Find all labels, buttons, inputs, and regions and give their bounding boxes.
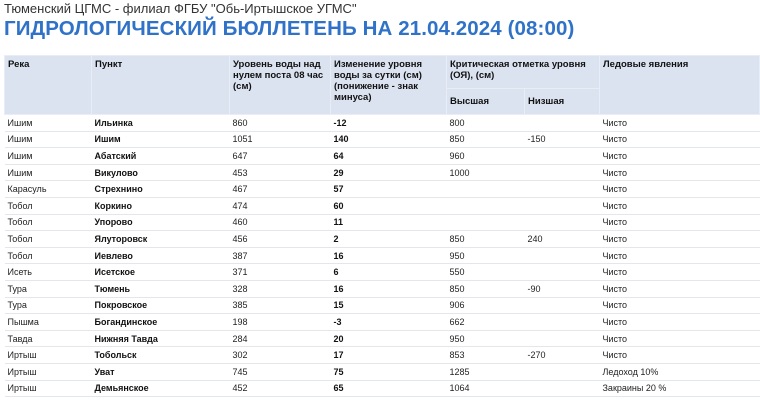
critical-high-cell: 850 <box>447 280 525 297</box>
station-cell: Нижняя Тавда <box>92 330 230 347</box>
table-row <box>5 363 760 380</box>
column-header-level: Уровень воды над нулем поста 08 час (см) <box>230 56 331 115</box>
level-cell: 328 <box>230 280 331 297</box>
ice-cell: Чисто <box>600 280 760 297</box>
level-cell: 456 <box>230 231 331 248</box>
organization-name: Тюменский ЦГМС - филиал ФГБУ "Обь-Иртышское УГМС" <box>4 1 357 16</box>
ice-cell: Чисто <box>600 330 760 347</box>
station-cell: Абатский <box>92 148 230 165</box>
change-cell: 20 <box>331 330 447 347</box>
change-cell: 6 <box>331 264 447 281</box>
critical-low-cell <box>525 264 600 281</box>
critical-high-cell: 1064 <box>447 380 525 397</box>
ice-cell: Чисто <box>600 148 760 165</box>
change-cell: 64 <box>331 148 447 165</box>
table-row <box>5 347 760 364</box>
critical-low-cell: -90 <box>525 280 600 297</box>
change-cell: 60 <box>331 197 447 214</box>
change-cell: 15 <box>331 297 447 314</box>
critical-low-cell: 240 <box>525 231 600 248</box>
critical-low-cell <box>525 314 600 331</box>
critical-low-cell: -150 <box>525 131 600 148</box>
critical-high-cell <box>447 181 525 198</box>
change-cell: 65 <box>331 380 447 397</box>
critical-high-cell: 950 <box>447 330 525 347</box>
table-row <box>5 264 760 281</box>
table-row <box>5 297 760 314</box>
level-cell: 452 <box>230 380 331 397</box>
ice-cell: Чисто <box>600 231 760 248</box>
column-header-low: Низшая <box>525 89 600 115</box>
critical-low-cell <box>525 247 600 264</box>
table-row <box>5 197 760 214</box>
station-cell: Демьянское <box>92 380 230 397</box>
level-cell: 474 <box>230 197 331 214</box>
level-cell: 860 <box>230 115 331 132</box>
river-cell: Тобол <box>5 214 92 231</box>
column-header-river: Река <box>5 56 92 115</box>
ice-cell: Чисто <box>600 297 760 314</box>
critical-low-cell <box>525 115 600 132</box>
river-cell: Ишим <box>5 115 92 132</box>
station-cell: Богандинское <box>92 314 230 331</box>
level-cell: 460 <box>230 214 331 231</box>
station-cell: Упорово <box>92 214 230 231</box>
level-cell: 745 <box>230 363 331 380</box>
river-cell: Тура <box>5 280 92 297</box>
ice-cell: Чисто <box>600 264 760 281</box>
river-cell: Ишим <box>5 164 92 181</box>
critical-high-cell: 853 <box>447 347 525 364</box>
table-row <box>5 115 760 132</box>
level-cell: 387 <box>230 247 331 264</box>
change-cell: 29 <box>331 164 447 181</box>
ice-cell: Ледоход 10% <box>600 363 760 380</box>
station-cell: Стрехнино <box>92 181 230 198</box>
river-cell: Иртыш <box>5 347 92 364</box>
column-header-critical: Критическая отметка уровня (ОЯ), (см) <box>447 56 600 89</box>
critical-high-cell: 950 <box>447 247 525 264</box>
critical-high-cell: 850 <box>447 231 525 248</box>
river-cell: Тавда <box>5 330 92 347</box>
station-cell: Коркино <box>92 197 230 214</box>
page-title: ГИДРОЛОГИЧЕСКИЙ БЮЛЛЕТЕНЬ НА 21.04.2024 (08:00) <box>4 17 575 40</box>
river-cell: Иртыш <box>5 380 92 397</box>
column-header-station: Пункт <box>92 56 230 115</box>
station-cell: Ялуторовск <box>92 231 230 248</box>
critical-low-cell: -270 <box>525 347 600 364</box>
station-cell: Покровское <box>92 297 230 314</box>
level-cell: 371 <box>230 264 331 281</box>
table-row <box>5 214 760 231</box>
critical-low-cell <box>525 181 600 198</box>
change-cell: 16 <box>331 247 447 264</box>
level-cell: 302 <box>230 347 331 364</box>
station-cell: Тобольск <box>92 347 230 364</box>
change-cell: 17 <box>331 347 447 364</box>
table-body <box>5 115 760 397</box>
ice-cell: Закраины 20 % <box>600 380 760 397</box>
level-cell: 284 <box>230 330 331 347</box>
change-cell: 11 <box>331 214 447 231</box>
critical-low-cell <box>525 148 600 165</box>
change-cell: 57 <box>331 181 447 198</box>
critical-high-cell <box>447 197 525 214</box>
river-cell: Иртыш <box>5 363 92 380</box>
station-cell: Исетское <box>92 264 230 281</box>
level-cell: 1051 <box>230 131 331 148</box>
level-cell: 467 <box>230 181 331 198</box>
hydrology-table <box>4 55 760 397</box>
table-row <box>5 380 760 397</box>
table-row <box>5 330 760 347</box>
critical-low-cell <box>525 297 600 314</box>
change-cell: 16 <box>331 280 447 297</box>
table-row <box>5 314 760 331</box>
ice-cell: Чисто <box>600 347 760 364</box>
ice-cell: Чисто <box>600 314 760 331</box>
ice-cell: Чисто <box>600 247 760 264</box>
change-cell: 2 <box>331 231 447 248</box>
table-row <box>5 280 760 297</box>
ice-cell: Чисто <box>600 164 760 181</box>
change-cell: -3 <box>331 314 447 331</box>
river-cell: Тура <box>5 297 92 314</box>
critical-low-cell <box>525 197 600 214</box>
station-cell: Ишим <box>92 131 230 148</box>
table-row <box>5 247 760 264</box>
table-row <box>5 131 760 148</box>
station-cell: Иевлево <box>92 247 230 264</box>
table-row <box>5 231 760 248</box>
river-cell: Тобол <box>5 231 92 248</box>
river-cell: Ишим <box>5 131 92 148</box>
critical-low-cell <box>525 214 600 231</box>
table-row <box>5 164 760 181</box>
river-cell: Тобол <box>5 197 92 214</box>
ice-cell: Чисто <box>600 197 760 214</box>
critical-high-cell: 960 <box>447 148 525 165</box>
critical-high-cell: 550 <box>447 264 525 281</box>
column-header-high: Высшая <box>447 89 525 115</box>
column-header-ice: Ледовые явления <box>600 56 760 115</box>
station-cell: Тюмень <box>92 280 230 297</box>
critical-low-cell <box>525 363 600 380</box>
critical-high-cell: 850 <box>447 131 525 148</box>
change-cell: 75 <box>331 363 447 380</box>
critical-low-cell <box>525 164 600 181</box>
critical-high-cell: 800 <box>447 115 525 132</box>
critical-high-cell: 906 <box>447 297 525 314</box>
river-cell: Пышма <box>5 314 92 331</box>
level-cell: 198 <box>230 314 331 331</box>
critical-high-cell: 1285 <box>447 363 525 380</box>
level-cell: 647 <box>230 148 331 165</box>
ice-cell: Чисто <box>600 131 760 148</box>
river-cell: Тобол <box>5 247 92 264</box>
station-cell: Ильинка <box>92 115 230 132</box>
change-cell: 140 <box>331 131 447 148</box>
critical-high-cell <box>447 214 525 231</box>
level-cell: 453 <box>230 164 331 181</box>
station-cell: Викулово <box>92 164 230 181</box>
level-cell: 385 <box>230 297 331 314</box>
critical-low-cell <box>525 380 600 397</box>
ice-cell: Чисто <box>600 181 760 198</box>
critical-high-cell: 662 <box>447 314 525 331</box>
critical-low-cell <box>525 330 600 347</box>
river-cell: Ишим <box>5 148 92 165</box>
change-cell: -12 <box>331 115 447 132</box>
ice-cell: Чисто <box>600 115 760 132</box>
column-header-change: Изменение уровня воды за сутки (см) (понижение - знак минуса) <box>331 56 447 115</box>
critical-high-cell: 1000 <box>447 164 525 181</box>
river-cell: Исеть <box>5 264 92 281</box>
ice-cell: Чисто <box>600 214 760 231</box>
table-row <box>5 181 760 198</box>
table-row <box>5 148 760 165</box>
river-cell: Карасуль <box>5 181 92 198</box>
station-cell: Уват <box>92 363 230 380</box>
